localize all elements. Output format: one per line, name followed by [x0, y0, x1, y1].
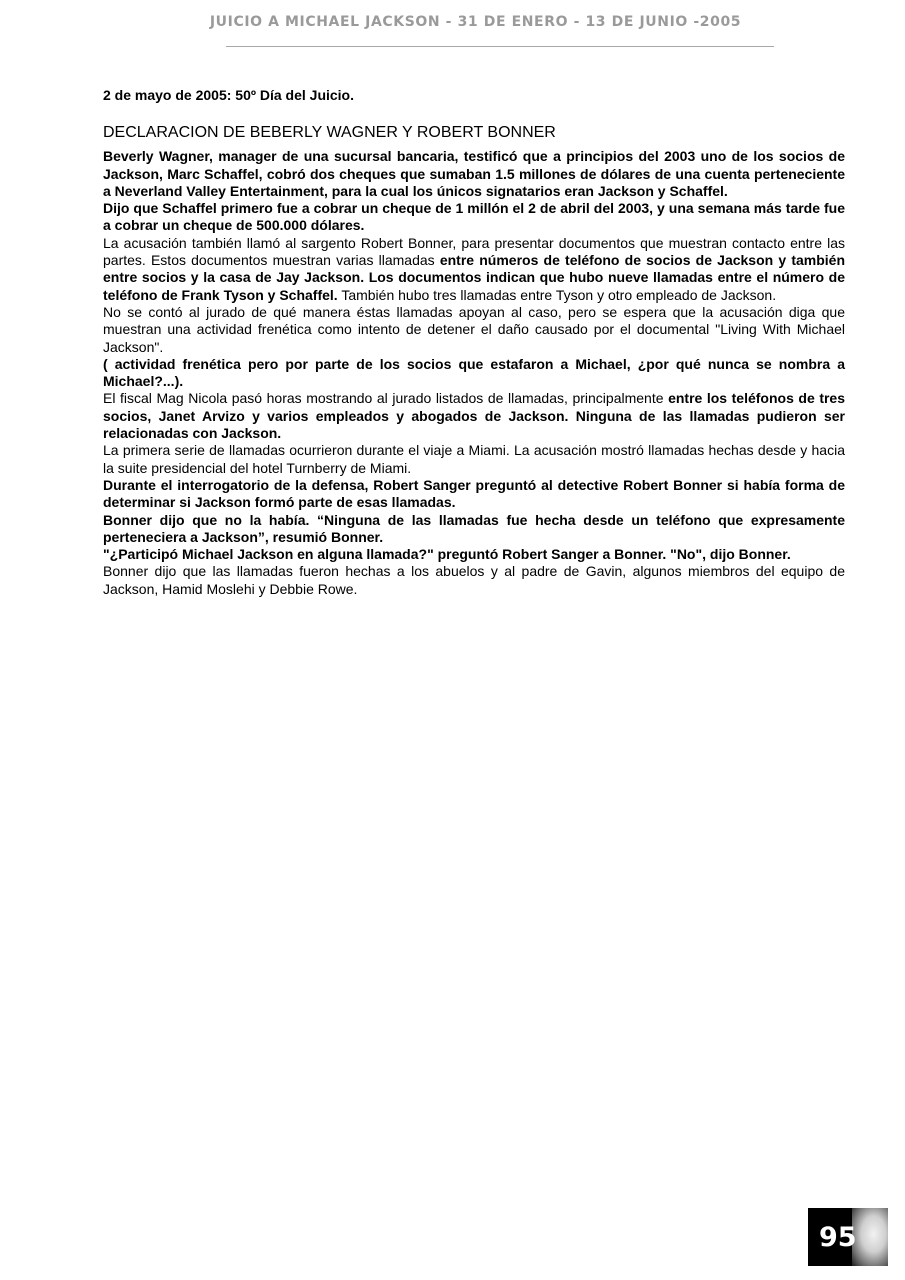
text-segment: La acusación también llamó al sargento Robert Bonner, para presentar documentos que muestran contacto entre las partes. Estos documentos muestran varias llamadas — [103, 234, 845, 269]
paragraph — [103, 546, 845, 563]
header-divider — [226, 46, 774, 47]
paragraph — [103, 563, 845, 598]
page-number-badge — [808, 1208, 888, 1266]
text-segment: No se contó al jurado de qué manera éstas llamadas apoyan al caso, pero se espera que la acusación diga que muestran una actividad frenética como intento de detener el daño causado por el documental "Living With Michael Jackson". — [103, 303, 845, 355]
text-segment: La primera serie de llamadas ocurrieron durante el viaje a Miami. La acusación mostró llamadas hechas desde y hacia la suite presidencial del hotel Turnberry de Miami. — [103, 442, 845, 476]
paragraph — [103, 390, 845, 442]
running-header-title: JUICIO A MICHAEL JACKSON - 31 DE ENERO - 13 DE JUNIO -2005 — [209, 14, 742, 30]
date-line: 2 de mayo de 2005: 50º Día del Juicio. — [103, 87, 355, 103]
paragraph — [103, 512, 845, 547]
portrait-image — [852, 1208, 888, 1266]
bold-text-segment: ( actividad frenética pero por parte de los socios que estafaron a Michael, ¿por qué nunca se nombra a Michael?...). — [103, 355, 845, 390]
bold-text-segment: "¿Participó Michael Jackson en alguna llamada?" preguntó Robert Sanger a Bonner. "No", dijo Bonner. — [103, 546, 791, 563]
paragraph-list — [103, 148, 845, 598]
bold-text-segment: entre los teléfonos de tres socios, Janet Arvizo y varios empleados y abogados de Jackson. Ninguna de las llamadas pudieron ser relacionadas con Jackson. — [103, 390, 845, 442]
bold-text-segment: Dijo que Schaffel primero fue a cobrar un cheque de 1 millón el 2 de abril del 2003, y una semana más tarde fue a cobrar un cheque de 500.000 dólares. — [103, 200, 845, 234]
bold-text-segment: entre números de teléfono de socios de Jackson y también entre socios y la casa de Jay Jackson. Los documentos indican que hubo nueve llamadas entre el número de teléfono de Frank Tyson y Schaffel. — [103, 252, 845, 303]
section-title: DECLARACION DE BEBERLY WAGNER Y ROBERT BONNER — [103, 124, 556, 142]
bold-text-segment: Durante el interrogatorio de la defensa, Robert Sanger preguntó al detective Robert Bonner si había forma de determinar si Jackson formó parte de esas llamadas. — [103, 476, 845, 511]
bold-text-segment: Bonner dijo que no la había. “Ninguna de las llamadas fue hecha desde un teléfono que expresamente perteneciera a Jackson”, resumió Bonner. — [103, 511, 845, 545]
text-segment: También hubo tres llamadas entre Tyson y otro empleado de Jackson. — [337, 286, 777, 303]
document-body — [103, 87, 845, 598]
paragraph — [103, 148, 845, 200]
paragraph — [103, 235, 845, 304]
paragraph — [103, 200, 845, 235]
text-segment: Bonner dijo que las llamadas fueron hechas a los abuelos y al padre de Gavin, algunos miembros del equipo de Jackson, Hamid Moslehi y Debbie Rowe. — [103, 563, 845, 597]
paragraph — [103, 304, 845, 356]
paragraph — [103, 477, 845, 512]
bold-text-segment: Beverly Wagner, manager de una sucursal bancaria, testificó que a principios del 2003 uno de los socios de Jackson, Marc Schaffel, cobró dos cheques que sumaban 1.5 millones de dólares de una cuenta perteneciente a Neverland Valley Entertainment, para la cual los únicos signatarios eran Jackson y Schaffel. — [103, 148, 845, 199]
page-number: 95 — [819, 1222, 857, 1253]
paragraph — [103, 356, 845, 391]
text-segment: El fiscal Mag Nicola pasó horas mostrando al jurado listados de llamadas, principalmente — [103, 390, 669, 407]
paragraph — [103, 442, 845, 477]
